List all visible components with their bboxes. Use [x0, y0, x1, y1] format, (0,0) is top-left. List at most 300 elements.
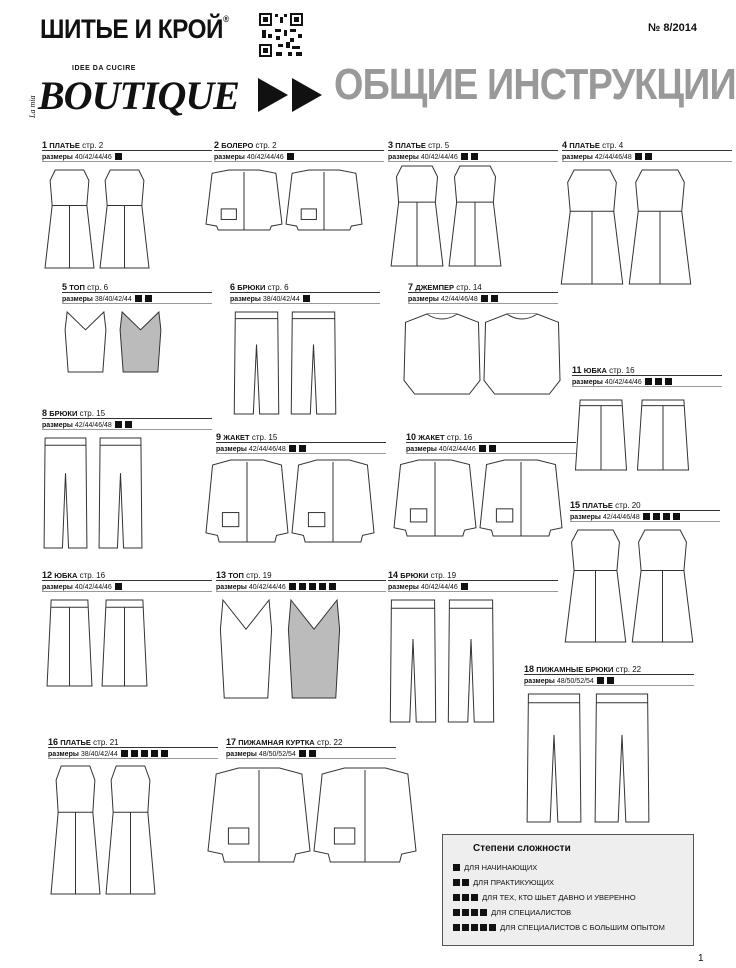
sizes-label: размеры: [524, 678, 555, 685]
back-view-sketch: [637, 400, 688, 470]
item-page: стр. 21: [93, 738, 119, 747]
sizes-rule: [570, 521, 720, 522]
sizes-value: 48/50/52/54: [258, 751, 296, 758]
sizes-rule: [42, 429, 212, 430]
item-sizes: [214, 153, 384, 161]
title-rule: [226, 747, 396, 748]
item-number: 14: [388, 570, 399, 580]
item-sizes: [406, 445, 576, 453]
difficulty-square: [115, 153, 122, 160]
difficulty-square: [480, 924, 487, 931]
item-title: [226, 737, 396, 747]
garment-sketch: [204, 168, 364, 234]
difficulty-square: [453, 894, 460, 901]
item-page: стр. 22: [316, 738, 343, 747]
difficulty-square: [125, 421, 132, 428]
difficulty-square: [491, 295, 498, 302]
item-sizes: [42, 583, 212, 591]
item-title: [408, 282, 558, 292]
title-rule: [388, 580, 558, 581]
pattern-item[interactable]: [230, 282, 380, 304]
sizes-value: 42/44/46/48: [602, 514, 640, 521]
pattern-item[interactable]: [562, 140, 732, 162]
back-view-sketch: [120, 312, 161, 372]
difficulty-square: [135, 295, 142, 302]
garment-sketch: [558, 168, 694, 288]
pattern-item[interactable]: [216, 432, 386, 454]
item-sizes: [562, 153, 732, 161]
front-view-sketch: [527, 694, 581, 822]
sizes-rule: [226, 758, 396, 759]
item-title: [216, 432, 386, 442]
sizes-value: 42/44/46/48: [74, 422, 112, 429]
garment-sketch: [42, 168, 152, 272]
garment-sketch: [402, 310, 562, 398]
sizes-rule: [216, 453, 386, 454]
back-view-sketch: [102, 600, 147, 686]
pattern-item[interactable]: [570, 500, 720, 522]
legend-title: Степени сложности: [473, 843, 571, 854]
item-number: 4: [562, 140, 568, 150]
sizes-rule: [562, 161, 732, 162]
item-page: стр. 16: [79, 571, 106, 580]
item-sizes: [42, 421, 212, 429]
legend-label: ДЛЯ НАЧИНАЮЩИХ: [464, 863, 538, 872]
item-title: [42, 140, 212, 150]
title-rule: [388, 150, 558, 151]
sizes-value: 40/42/44/46: [248, 584, 286, 591]
front-view-sketch: [65, 312, 106, 372]
section-title: ОБЩИЕ ИНСТРУКЦИИ: [334, 60, 736, 109]
magazine-title: ШИТЬЕ И КРОЙ®: [40, 14, 229, 44]
sizes-rule: [388, 591, 558, 592]
item-number: 15: [570, 500, 581, 510]
issue-number: № 8/2014: [648, 22, 697, 34]
item-title: [572, 365, 722, 375]
sizes-label: размеры: [48, 751, 79, 758]
garment-sketch: [212, 598, 348, 702]
item-name: ПЛАТЬЕ: [582, 501, 613, 510]
sizes-label: размеры: [408, 296, 439, 303]
item-number: 2: [214, 140, 220, 150]
item-number: 13: [216, 570, 227, 580]
garment-sketch: [42, 598, 152, 690]
brand-tagline: IDEE DA CUCIRE: [72, 65, 136, 72]
sizes-value: 40/42/44/46: [604, 379, 642, 386]
front-view-sketch: [51, 766, 100, 894]
item-sizes: [216, 583, 386, 591]
garment-sketch: [204, 458, 376, 546]
difficulty-square: [655, 378, 662, 385]
item-title: [388, 140, 558, 150]
difficulty-square: [329, 583, 336, 590]
difficulty-square: [635, 153, 642, 160]
difficulty-square: [115, 583, 122, 590]
item-page: стр. 2: [255, 141, 277, 150]
back-view-sketch: [286, 170, 362, 230]
title-rule: [406, 442, 576, 443]
item-number: 3: [388, 140, 394, 150]
front-view-sketch: [206, 170, 282, 230]
difficulty-square: [645, 378, 652, 385]
item-name: ТОП: [69, 283, 85, 292]
item-name: БРЮКИ: [400, 571, 429, 580]
sizes-rule: [230, 303, 380, 304]
back-view-sketch: [595, 694, 649, 822]
difficulty-square: [597, 677, 604, 684]
item-title: [570, 500, 720, 510]
registered-mark: ®: [223, 14, 229, 24]
item-page: стр. 19: [430, 571, 457, 580]
sizes-value: 38/40/42/44: [262, 296, 300, 303]
title-rule: [48, 747, 218, 748]
item-title: [42, 570, 212, 580]
back-view-sketch: [480, 460, 562, 536]
sizes-label: размеры: [42, 154, 73, 161]
difficulty-legend: [442, 834, 694, 946]
title-rule: [524, 674, 694, 675]
front-view-sketch: [404, 314, 480, 394]
title-rule: [214, 150, 384, 151]
legend-label: ДЛЯ СПЕЦИАЛИСТОВ С БОЛЬШИМ ОПЫТОМ: [500, 923, 665, 932]
sizes-label: размеры: [214, 154, 245, 161]
item-sizes: [388, 583, 558, 591]
difficulty-square: [289, 445, 296, 452]
item-sizes: [48, 750, 218, 758]
sizes-rule: [214, 161, 384, 162]
item-name: ПЛАТЬЕ: [60, 738, 91, 747]
sizes-value: 42/44/46/48: [594, 154, 632, 161]
item-title: [562, 140, 732, 150]
item-sizes: [42, 153, 212, 161]
sizes-label: размеры: [216, 584, 247, 591]
item-number: 10: [406, 432, 417, 442]
difficulty-square: [489, 445, 496, 452]
difficulty-square: [131, 750, 138, 757]
garment-sketch: [58, 310, 168, 376]
back-view-sketch: [106, 766, 155, 894]
item-sizes: [570, 513, 720, 521]
item-number: 9: [216, 432, 222, 442]
difficulty-square: [319, 583, 326, 590]
item-page: стр. 15: [251, 433, 278, 442]
pattern-item[interactable]: [48, 737, 218, 759]
sizes-rule: [62, 303, 212, 304]
item-name: ПЛАТЬЕ: [395, 141, 426, 150]
pattern-item[interactable]: [42, 408, 212, 430]
difficulty-square: [453, 924, 460, 931]
item-name: ПЛАТЬЕ: [569, 141, 600, 150]
title-rule: [42, 580, 212, 581]
title-rule: [216, 580, 386, 581]
item-number: 6: [230, 282, 236, 292]
difficulty-square: [480, 909, 487, 916]
title-rule: [62, 292, 212, 293]
difficulty-square: [461, 583, 468, 590]
difficulty-square: [309, 583, 316, 590]
difficulty-square: [471, 924, 478, 931]
sizes-label: размеры: [406, 446, 437, 453]
item-name: ЖАКЕТ: [418, 433, 445, 442]
front-view-sketch: [208, 768, 310, 862]
back-view-sketch: [291, 312, 336, 414]
difficulty-square: [453, 879, 460, 886]
sizes-rule: [216, 591, 386, 592]
pattern-item[interactable]: [42, 570, 212, 592]
sizes-value: 38/40/42/44: [80, 751, 118, 758]
item-page: стр. 4: [602, 141, 624, 150]
difficulty-square: [287, 153, 294, 160]
title-rule: [408, 292, 558, 293]
front-view-sketch: [575, 400, 626, 470]
front-view-sketch: [234, 312, 279, 414]
item-page: стр. 14: [456, 283, 482, 292]
legend-label: ДЛЯ ТЕХ, КТО ШЬЕТ ДАВНО И УВЕРЕННО: [482, 893, 636, 902]
legend-row: [453, 923, 665, 932]
front-view-sketch: [45, 170, 94, 268]
item-sizes: [572, 378, 722, 386]
front-view-sketch: [391, 166, 443, 266]
back-view-sketch: [484, 314, 560, 394]
difficulty-square: [121, 750, 128, 757]
item-sizes: [230, 295, 380, 303]
front-view-sketch: [561, 170, 622, 284]
garment-sketch: [384, 598, 500, 726]
sizes-value: 40/42/44/46: [246, 154, 284, 161]
item-sizes: [216, 445, 386, 453]
sizes-rule: [48, 758, 218, 759]
sizes-label: размеры: [388, 584, 419, 591]
legend-row: [453, 878, 554, 887]
back-view-sketch: [632, 530, 692, 642]
double-arrow-icon: [258, 76, 328, 114]
sizes-value: 42/44/46/48: [440, 296, 478, 303]
legend-label: ДЛЯ СПЕЦИАЛИСТОВ: [491, 908, 572, 917]
item-name: БОЛЕРО: [221, 141, 254, 150]
legend-row: [453, 893, 636, 902]
title-rule: [42, 418, 212, 419]
item-name: ЖАКЕТ: [223, 433, 250, 442]
sizes-value: 40/42/44/46: [438, 446, 476, 453]
item-name: ПИЖАМНАЯ КУРТКА: [238, 738, 315, 747]
item-page: стр. 2: [82, 141, 104, 150]
difficulty-square: [462, 924, 469, 931]
sizes-value: 48/50/52/54: [556, 678, 594, 685]
front-view-sketch: [220, 600, 271, 698]
item-number: 11: [572, 365, 582, 375]
item-name: ПИЖАМНЫЕ БРЮКИ: [536, 665, 614, 674]
sizes-rule: [42, 591, 212, 592]
item-title: [230, 282, 380, 292]
item-page: стр. 19: [246, 571, 272, 580]
difficulty-square: [665, 378, 672, 385]
back-view-sketch: [100, 170, 149, 268]
difficulty-square: [303, 295, 310, 302]
difficulty-square: [471, 894, 478, 901]
difficulty-square: [453, 864, 460, 871]
item-sizes: [62, 295, 212, 303]
sizes-label: размеры: [570, 514, 601, 521]
qr-code-icon[interactable]: [258, 12, 304, 58]
back-view-sketch: [629, 170, 690, 284]
difficulty-square: [471, 909, 478, 916]
item-page: стр. 5: [428, 141, 450, 150]
pattern-item[interactable]: [408, 282, 558, 304]
item-page: стр. 16: [609, 366, 635, 375]
difficulty-square: [141, 750, 148, 757]
sizes-label: размеры: [230, 296, 261, 303]
difficulty-square: [453, 909, 460, 916]
item-title: [216, 570, 386, 580]
garment-sketch: [206, 766, 418, 866]
sizes-label: размеры: [226, 751, 257, 758]
item-title: [42, 408, 212, 418]
difficulty-square: [145, 295, 152, 302]
difficulty-square: [299, 583, 306, 590]
item-number: 7: [408, 282, 414, 292]
sizes-label: размеры: [562, 154, 593, 161]
item-sizes: [524, 677, 694, 685]
item-name: ЮБКА: [54, 571, 78, 580]
title-rule: [562, 150, 732, 151]
back-view-sketch: [448, 600, 493, 722]
item-page: стр. 20: [615, 501, 641, 510]
pattern-item[interactable]: [524, 664, 694, 686]
item-title: [62, 282, 212, 292]
front-view-sketch: [565, 530, 625, 642]
difficulty-square: [489, 924, 496, 931]
item-number: 18: [524, 664, 535, 674]
item-title: [406, 432, 576, 442]
difficulty-square: [673, 513, 680, 520]
difficulty-square: [161, 750, 168, 757]
difficulty-square: [607, 677, 614, 684]
item-page: стр. 16: [446, 433, 473, 442]
difficulty-square: [479, 445, 486, 452]
back-view-sketch: [288, 600, 339, 698]
sizes-rule: [572, 386, 722, 387]
sizes-rule: [42, 161, 212, 162]
legend-label: ДЛЯ ПРАКТИКУЮЩИХ: [473, 878, 555, 887]
pattern-item[interactable]: [406, 432, 576, 454]
item-page: стр. 15: [79, 409, 106, 418]
title-rule: [42, 150, 212, 151]
item-sizes: [226, 750, 396, 758]
item-name: ЮБКА: [583, 366, 607, 375]
garment-sketch: [228, 310, 342, 418]
item-number: 8: [42, 408, 48, 418]
item-page: стр. 22: [615, 665, 642, 674]
item-name: ТОП: [228, 571, 244, 580]
item-sizes: [388, 153, 558, 161]
difficulty-square: [471, 153, 478, 160]
pattern-item[interactable]: [216, 570, 386, 592]
garment-sketch: [570, 398, 694, 474]
pattern-item[interactable]: [214, 140, 384, 162]
item-title: [214, 140, 384, 150]
difficulty-square: [299, 750, 306, 757]
item-number: 12: [42, 570, 53, 580]
garment-sketch: [388, 164, 504, 270]
difficulty-square: [645, 153, 652, 160]
legend-row: [453, 863, 537, 872]
brand-logo: BOUTIQUE: [38, 73, 239, 118]
difficulty-square: [151, 750, 158, 757]
sizes-value: 40/42/44/46: [74, 154, 112, 161]
brand-prefix: La mia: [28, 95, 37, 118]
item-name: БРЮКИ: [237, 283, 266, 292]
difficulty-square: [115, 421, 122, 428]
back-view-sketch: [292, 460, 374, 542]
sizes-label: размеры: [42, 584, 73, 591]
title-rule: [216, 442, 386, 443]
difficulty-square: [289, 583, 296, 590]
title-rule: [570, 510, 720, 511]
pattern-item[interactable]: [388, 140, 558, 162]
item-title: [48, 737, 218, 747]
sizes-rule: [406, 453, 576, 454]
sizes-rule: [524, 685, 694, 686]
sizes-label: размеры: [62, 296, 93, 303]
front-view-sketch: [44, 438, 87, 548]
legend-row: [453, 908, 571, 917]
sizes-rule: [408, 303, 558, 304]
item-name: БРЮКИ: [49, 409, 78, 418]
sizes-value: 38/40/42/44: [94, 296, 132, 303]
sizes-label: размеры: [572, 379, 603, 386]
back-view-sketch: [314, 768, 416, 862]
garment-sketch: [520, 692, 656, 826]
pattern-item[interactable]: [226, 737, 396, 759]
item-number: 16: [48, 737, 59, 747]
item-name: ПЛАТЬЕ: [49, 141, 80, 150]
item-sizes: [408, 295, 558, 303]
difficulty-square: [461, 153, 468, 160]
sizes-value: 42/44/46/48: [248, 446, 286, 453]
item-page: стр. 6: [267, 283, 289, 292]
back-view-sketch: [99, 438, 142, 548]
front-view-sketch: [47, 600, 92, 686]
pattern-item[interactable]: [388, 570, 558, 592]
item-number: 1: [42, 140, 48, 150]
front-view-sketch: [390, 600, 435, 722]
difficulty-square: [462, 879, 469, 886]
garment-sketch: [562, 528, 696, 646]
difficulty-square: [462, 909, 469, 916]
back-view-sketch: [449, 166, 501, 266]
difficulty-square: [481, 295, 488, 302]
garment-sketch: [392, 458, 564, 540]
item-title: [388, 570, 558, 580]
garment-sketch: [38, 436, 148, 552]
difficulty-square: [663, 513, 670, 520]
title-rule: [572, 375, 722, 376]
pattern-item[interactable]: [572, 365, 722, 387]
item-title: [524, 664, 694, 674]
title-rule: [230, 292, 380, 293]
difficulty-square: [643, 513, 650, 520]
item-page: стр. 6: [87, 283, 109, 292]
front-view-sketch: [394, 460, 476, 536]
sizes-rule: [388, 161, 558, 162]
sizes-label: размеры: [388, 154, 419, 161]
sizes-value: 40/42/44/46: [420, 154, 458, 161]
pattern-item[interactable]: [62, 282, 212, 304]
item-name: ДЖЕМПЕР: [415, 283, 455, 292]
sizes-value: 40/42/44/46: [74, 584, 112, 591]
pattern-item[interactable]: [42, 140, 212, 162]
item-number: 17: [226, 737, 237, 747]
